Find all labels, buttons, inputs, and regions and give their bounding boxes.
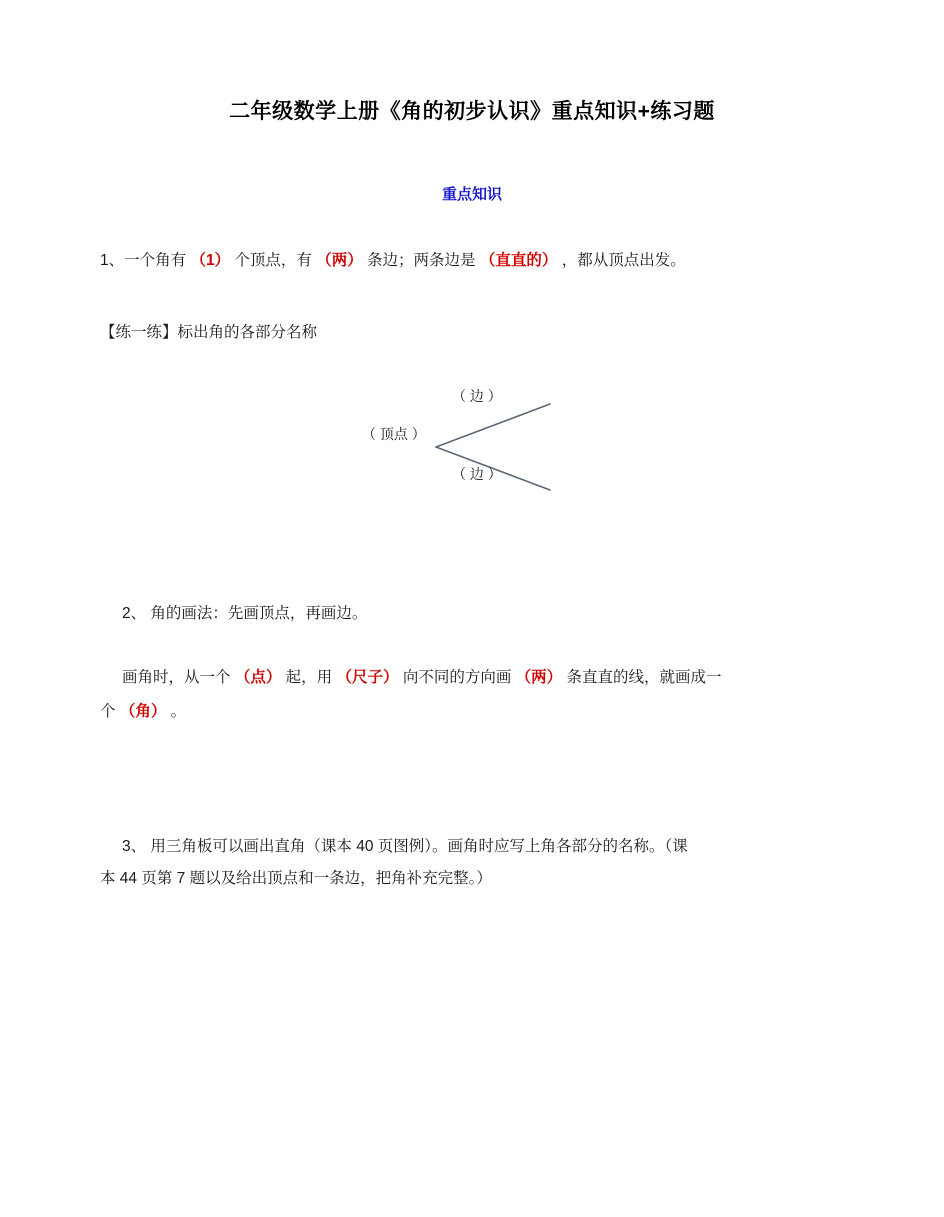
item2-line2-prefix: 个 (100, 703, 116, 720)
knowledge-item-2-paragraph-cont (100, 697, 844, 727)
section-heading: 重点知识 (441, 186, 502, 203)
item2-blank-1: （点） (234, 669, 282, 686)
item1-suffix: ，都从顶点出发。 (561, 252, 686, 269)
item1-prefix: 1、一个角有 (100, 252, 187, 269)
item2-blank-2: （尺子） (336, 669, 399, 686)
item1-blank-1: （1） (190, 252, 231, 269)
figure-label-edge-bottom: （ 边 ） (452, 466, 502, 482)
page-title: 二年级数学上册《角的初步认识》重点知识+练习题 (229, 100, 715, 123)
item1-mid-2: 条边；两条边是 (367, 252, 476, 269)
item1-blank-3: （直直的） (479, 252, 558, 269)
knowledge-item-3-line1: 3、 用三角板可以画出直角（课本 40 页图例）。画角时应写上角各部分的名称。（课 (122, 838, 688, 855)
item2-blank-4: （角） (119, 703, 167, 720)
knowledge-item-1 (100, 246, 844, 276)
figure-label-vertex: （ 顶点 ） (362, 426, 426, 442)
item2-line2-suffix: 。 (170, 703, 187, 720)
item2-blank-3: （两） (515, 669, 563, 686)
angle-diagram (100, 374, 844, 554)
item1-blank-2: （两） (316, 252, 363, 269)
knowledge-item-3-line2: 本 44 页第 7 题以及给出顶点和一条边，把角补充完整。） (100, 870, 492, 887)
document-page (0, 95, 944, 1217)
item2-mid-3: 条直直的线，就画成一 (566, 669, 722, 686)
figure-label-edge-top: （ 边 ） (452, 388, 502, 404)
item2-mid-2: 向不同的方向画 (402, 669, 512, 686)
item2-prefix: 画角时，从一个 (122, 669, 231, 686)
knowledge-item-2-paragraph (100, 663, 844, 693)
item1-mid-1: 个顶点，有 (234, 252, 312, 269)
practice-prompt-1: 【练一练】标出角的各部分名称 (100, 324, 318, 341)
item2-mid-1: 起，用 (285, 669, 333, 686)
knowledge-item-2-line1: 2、 角的画法：先画顶点，再画边。 (122, 605, 368, 622)
